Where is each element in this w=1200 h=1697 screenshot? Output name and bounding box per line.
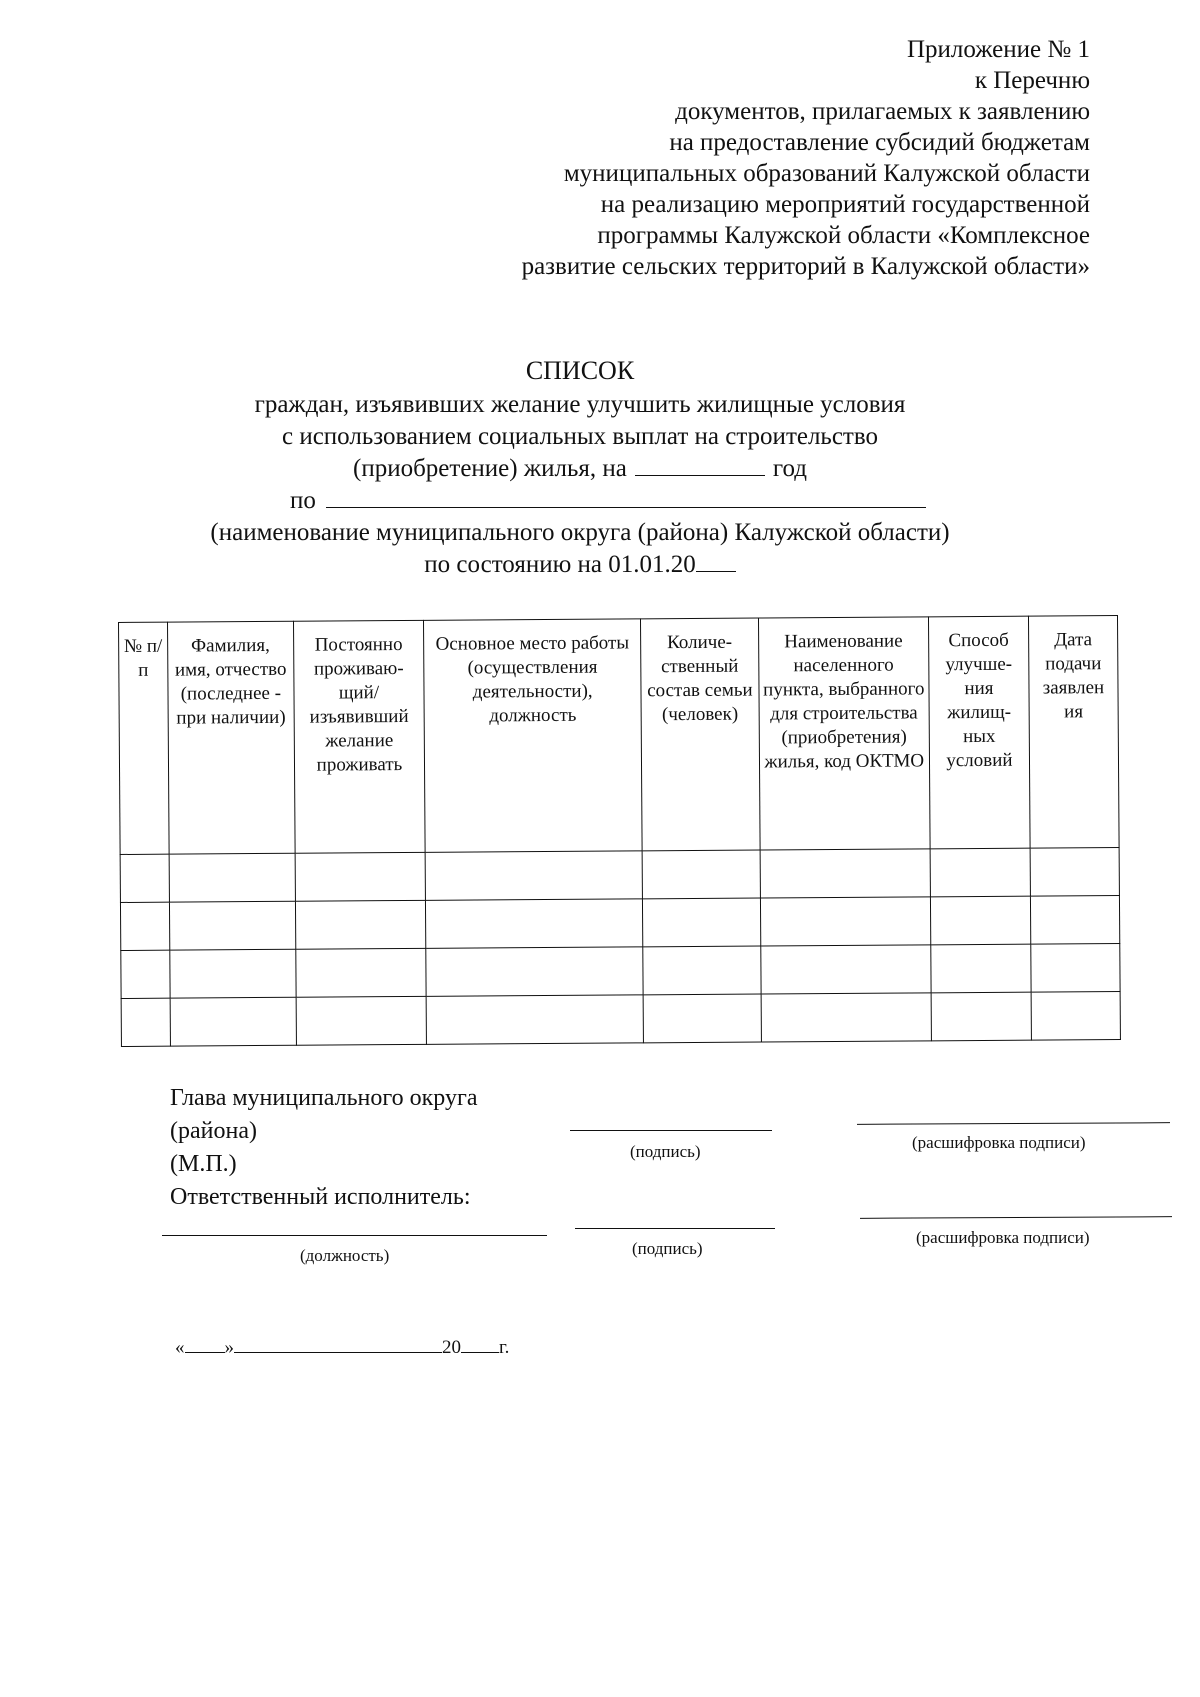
column-header-application-date: Дата подачи заявлен ия (1028, 616, 1119, 849)
signature-block (170, 1082, 478, 1214)
date-year-prefix: 20 (442, 1337, 461, 1358)
appendix-line: к Перечню (974, 67, 1090, 94)
date-month-field[interactable] (234, 1334, 442, 1353)
municipality-blank-field[interactable] (326, 485, 926, 508)
year-label: год (772, 455, 807, 482)
table-cell[interactable] (426, 899, 644, 949)
table-cell[interactable] (121, 998, 170, 1046)
document-date-line (175, 1334, 509, 1359)
citizens-list-table (118, 615, 1121, 1047)
table-cell[interactable] (643, 946, 761, 995)
table-row (121, 944, 1120, 999)
po-label: по (290, 487, 316, 514)
table-cell[interactable] (643, 994, 761, 1043)
table-cell[interactable] (1030, 896, 1119, 945)
table-cell[interactable] (643, 898, 761, 947)
table-cell[interactable] (120, 902, 169, 950)
date-close-quote: » (224, 1337, 234, 1358)
table-cell[interactable] (296, 996, 427, 1045)
table-cell[interactable] (1031, 944, 1120, 993)
appendix-line: на реализацию мероприятий государственной (600, 191, 1090, 218)
table-cell[interactable] (296, 948, 427, 997)
table-cell[interactable] (170, 949, 296, 998)
title-line-5: (наименование муниципального округа (района) Калужской области) (210, 519, 950, 546)
column-header-settlement: Наименование населенного пункта, выбранного для строительства (приобретения) жилья, код ОКТМО (758, 617, 930, 850)
appendix-line: Приложение № 1 (906, 36, 1090, 63)
appendix-header (522, 34, 1090, 282)
table-cell[interactable] (931, 992, 1031, 1041)
document-heading: СПИСОК (525, 356, 635, 385)
table-cell[interactable] (120, 854, 169, 902)
date-year-field[interactable] (461, 1334, 499, 1353)
table-cell[interactable] (761, 993, 932, 1042)
column-header-improvement-method: Способ улучше-ния жилищ-ных условий (928, 616, 1030, 849)
title-line-3-text: (приобретение) жилья, на (353, 455, 627, 482)
table-cell[interactable] (121, 950, 170, 998)
table-cell[interactable] (295, 900, 426, 949)
appendix-line: развитие сельских территорий в Калужской области» (521, 253, 1090, 280)
table-cell[interactable] (930, 848, 1030, 897)
appendix-line: муниципальных образований Калужской области (563, 160, 1090, 187)
head-decoding-caption: (расшифровка подписи) (912, 1133, 1086, 1152)
position-line[interactable] (162, 1235, 547, 1236)
head-decoding-line[interactable] (857, 1122, 1170, 1125)
table-cell[interactable] (426, 947, 644, 997)
table-cell[interactable] (426, 995, 644, 1045)
table-cell[interactable] (1031, 992, 1120, 1041)
title-line-1: граждан, изъявивших желание улучшить жилищные условия (254, 391, 906, 418)
appendix-line: программы Калужской области «Комплексное (597, 222, 1090, 249)
table-row (120, 896, 1119, 951)
table-cell[interactable] (930, 896, 1030, 945)
title-line-3 (180, 453, 980, 485)
column-header-residence: Постоянно проживаю-щий/ изъявивший желание проживать (293, 620, 425, 853)
table-cell[interactable] (425, 851, 643, 901)
responsible-decoding-caption: (расшифровка подписи) (916, 1228, 1090, 1247)
table-cell[interactable] (169, 901, 295, 950)
date-open-quote: « (175, 1337, 185, 1358)
table-cell[interactable] (760, 849, 931, 898)
year-blank-field[interactable] (635, 453, 765, 476)
column-header-family-size: Количе-ственный состав семьи (человек) (641, 618, 760, 851)
responsible-decoding-line[interactable] (860, 1216, 1172, 1219)
table-cell[interactable] (1030, 848, 1119, 897)
appendix-line: документов, прилагаемых к заявлению (675, 98, 1090, 125)
head-title-line-1: Глава муниципального округа (170, 1085, 478, 1111)
date-suffix: г. (499, 1337, 510, 1358)
table-header-row (119, 616, 1120, 855)
title-line-6 (180, 549, 980, 581)
column-header-full-name: Фамилия, имя, отчество (последнее - при наличии) (167, 621, 295, 854)
table-cell[interactable] (931, 944, 1031, 993)
date-day-field[interactable] (185, 1334, 225, 1353)
stamp-label: (М.П.) (170, 1151, 237, 1177)
table-cell[interactable] (295, 852, 426, 901)
head-title-line-2: (района) (170, 1118, 257, 1144)
table-cell[interactable] (170, 997, 296, 1046)
head-signature-caption: (подпись) (630, 1142, 701, 1161)
responsible-signature-caption: (подпись) (632, 1239, 703, 1258)
title-line-2: с использованием социальных выплат на строительство (281, 423, 878, 450)
responsible-signature-line[interactable] (575, 1228, 775, 1229)
title-line-po (180, 485, 980, 517)
table-cell[interactable] (642, 850, 760, 899)
appendix-line: на предоставление субсидий бюджетам (669, 129, 1090, 156)
table-cell[interactable] (760, 897, 931, 946)
responsible-label: Ответственный исполнитель: (170, 1184, 471, 1210)
head-signature-line[interactable] (570, 1130, 772, 1131)
column-header-number: № п/п (119, 622, 169, 854)
table-cell[interactable] (169, 853, 295, 902)
column-header-workplace: Основное место работы (осуществления деятельности), должность (424, 619, 643, 853)
status-date-text: по состоянию на 01.01.20 (424, 551, 696, 578)
table-row (120, 848, 1119, 903)
document-title-block (180, 355, 980, 581)
table-row (121, 992, 1120, 1047)
table-cell[interactable] (760, 945, 931, 994)
position-caption: (должность) (300, 1246, 390, 1265)
status-year-blank-field[interactable] (696, 549, 736, 572)
